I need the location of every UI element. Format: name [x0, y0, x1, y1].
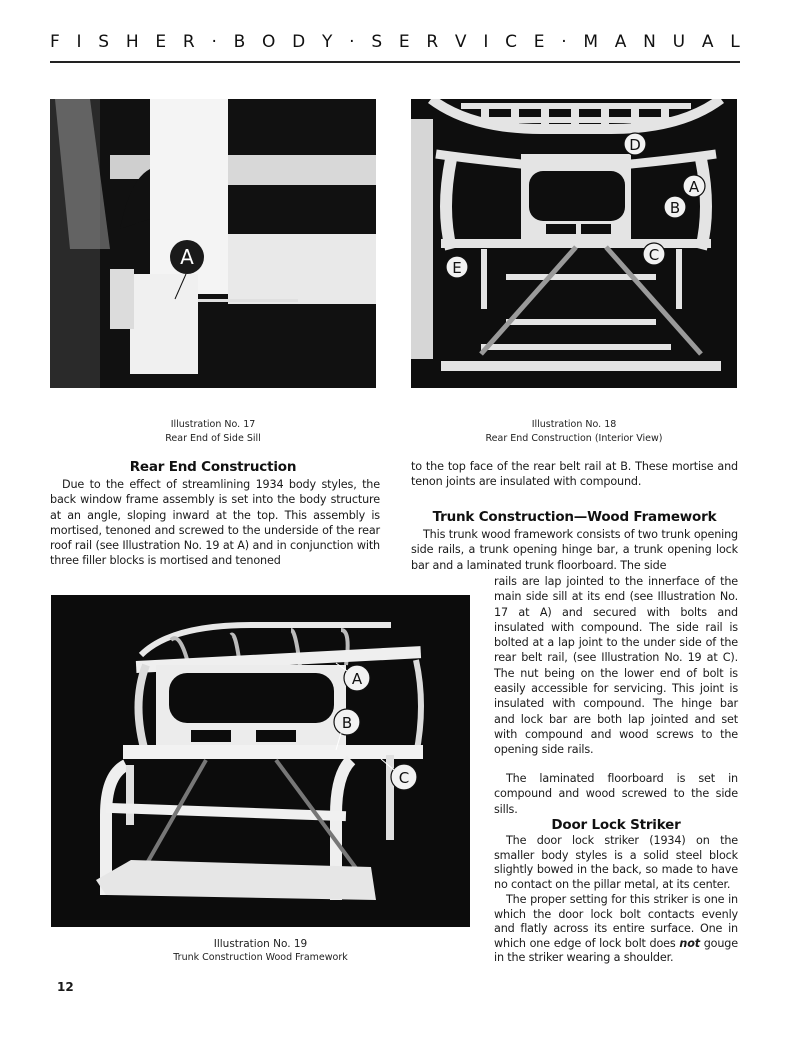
header-separator: · — [211, 32, 217, 52]
header-rule — [50, 61, 740, 63]
illustration-17-number: Illustration No. 17 — [170, 419, 256, 430]
callout-c — [643, 243, 665, 265]
callout-b — [334, 709, 360, 735]
header-letter: A — [701, 32, 714, 52]
rear-end-continuation: to the top face of the rear belt rail at B. These mortise and tenon joints are insulated with compound. — [411, 460, 738, 489]
trunk-floorboard-paragraph: The laminated floorboard is set in compound and wood screwed to the side sills. — [494, 772, 738, 816]
illustration-18-photo — [411, 99, 737, 388]
rear-end-heading: Rear End Construction — [129, 459, 297, 475]
page-number: 12 — [57, 980, 74, 994]
header-letter: U — [672, 32, 686, 52]
callout-b — [664, 196, 686, 218]
callout-e — [446, 256, 468, 278]
illustration-19-photo — [51, 595, 470, 927]
door-lock-paragraph-1: The door lock striker (1934) on the smaller body styles is a solid steel block slightly bowed in the back, so made to have no contact on the pillar metal, at its center. — [494, 834, 738, 891]
svg-text:E: E — [452, 259, 462, 277]
header-letter: E — [155, 32, 167, 52]
header-letter: C — [505, 32, 517, 52]
header-separator: · — [561, 32, 567, 52]
door-lock-heading: Door Lock Striker — [551, 817, 681, 833]
header-separator: · — [349, 32, 355, 52]
header-letter: O — [262, 32, 276, 52]
door-lock-paragraph-2: The proper setting for this striker is one in which the door lock bolt contacts evenly and flatly across its entire surface. One in which one edge of lock bolt does not gouge in the striker wearing a shoulder. — [494, 893, 738, 965]
header-letter: H — [125, 32, 139, 52]
callout-a: A — [180, 245, 194, 269]
svg-text:B: B — [341, 714, 353, 732]
header-letter: E — [398, 32, 410, 52]
header-letter: B — [233, 32, 246, 52]
header-letter: R — [426, 32, 439, 52]
header-letter: S — [98, 32, 110, 52]
header-letter: D — [292, 32, 306, 52]
trunk-heading: Trunk Construction—Wood Framework — [432, 509, 717, 525]
header-letter: N — [643, 32, 656, 52]
header-letter: A — [614, 32, 627, 52]
svg-text:A: A — [351, 670, 363, 688]
svg-text:C: C — [398, 769, 410, 787]
header-letter: L — [730, 32, 740, 52]
illustration-17-photo — [50, 99, 376, 388]
rear-end-paragraph: Due to the effect of streamlining 1934 body styles, the back window frame assembly is set into the body structure at an angle, sloping inward at the top. This assembly is mortised, tenoned and screwed to the underside of the rear roof rail (see Illustration No. 19 at A) and in conjunction with three filler blocks is mortised and tenoned — [50, 478, 380, 568]
illustration-19-caption — [51, 937, 470, 965]
header-letter: I — [483, 32, 489, 52]
illustration-18-caption — [411, 418, 737, 446]
running-head — [50, 30, 740, 54]
illustration-19-title: Trunk Construction Wood Framework — [173, 952, 348, 963]
header-letter: R — [182, 32, 195, 52]
header-letter: E — [533, 32, 545, 52]
trunk-body-paragraph: rails are lap jointed to the innerface of the main side sill at its end (see Illustration No. 17 at A) and secured with bolts and insulated with compound. The side rail is bolted at a lap joint to the under side of the rear belt rail, (see Illustration No. 19 at C). The nut being on the lower end of bolt is easily accessible for servicing. This joint is insulated with compound. The hinge bar and lock bar are both lap jointed and set with compound and wood screws to the opening side rails. — [494, 575, 738, 757]
callout-a — [344, 665, 370, 691]
header-letter: S — [371, 32, 383, 52]
callout-c — [391, 764, 417, 790]
svg-text:D: D — [629, 136, 641, 154]
illustration-19-number: Illustration No. 19 — [213, 938, 308, 950]
header-letter: Y — [322, 32, 333, 52]
emphasis-not: not — [679, 936, 700, 950]
header-letter: I — [76, 32, 82, 52]
illustration-18-number: Illustration No. 18 — [531, 419, 617, 430]
callout-a — [683, 175, 705, 197]
header-letter: F — [50, 32, 60, 52]
callout-d — [624, 133, 646, 155]
header-letter: M — [583, 32, 599, 52]
svg-text:C: C — [648, 246, 660, 264]
illustration-17-caption — [50, 418, 376, 446]
svg-text:A: A — [688, 178, 700, 196]
illustration-18-title: Rear End Construction (Interior View) — [485, 433, 663, 444]
svg-text:B: B — [669, 199, 681, 217]
header-letter: V — [454, 32, 467, 52]
illustration-17-title: Rear End of Side Sill — [165, 433, 261, 444]
trunk-intro-paragraph: This trunk wood framework consists of two trunk opening side rails, a trunk opening hinge bar, a trunk opening lock bar and a laminated trunk floorboard. The side — [411, 528, 738, 572]
